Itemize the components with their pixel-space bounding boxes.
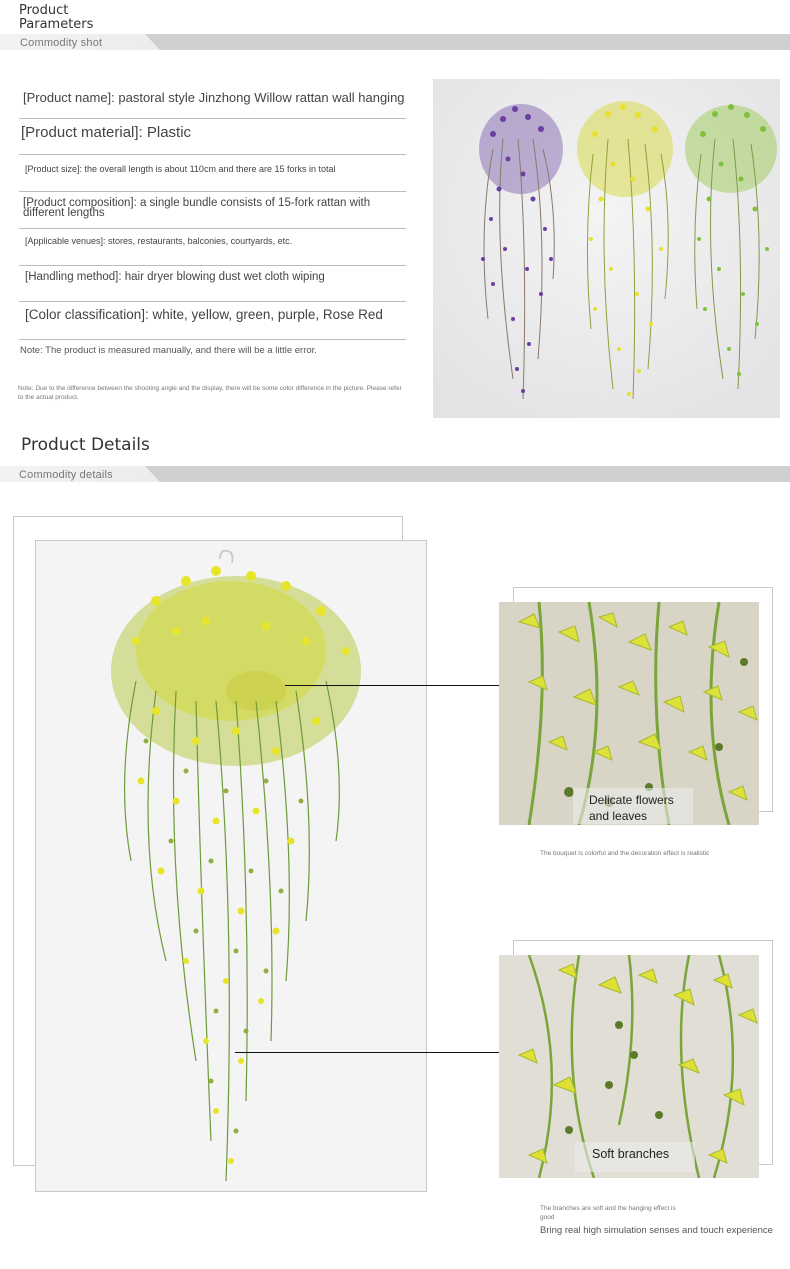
param-color-classification: [Color classification]: white, yellow, green, purple, Rose Red <box>19 302 406 340</box>
detail1-caption: Delicate flowers and leaves <box>589 793 674 823</box>
param-applicable-venues: [Applicable venues]: stores, restaurants, balconies, courtyards, etc. <box>19 229 406 266</box>
color-difference-note: Note: Due to the difference between the shooting angle and the display, there will be some color difference in the picture. Please refer to the actual product. <box>18 385 402 401</box>
section-details-subtitle: Commodity details <box>19 469 113 481</box>
detail1-note: The bouquet is colorful and the decoration effect is realistic <box>540 850 710 857</box>
param-product-composition: [Product composition]: a single bundle consists of 15-fork rattan with different lengths <box>19 192 406 229</box>
measure-note: Note: The product is measured manually, and there will be a little error. <box>20 345 317 356</box>
detail2-caption: Soft branches <box>592 1147 670 1161</box>
section-parameters-bar <box>0 34 790 50</box>
detail1-image <box>499 602 759 825</box>
section-parameters-title <box>19 4 93 32</box>
detail2-image <box>499 955 759 1178</box>
detail2-note: The branches are soft and the hanging effect is good <box>540 1205 676 1221</box>
param-handling-method: [Handling method]: hair dryer blowing dust wet cloth wiping <box>19 266 406 302</box>
section-details-bar <box>0 466 790 482</box>
param-product-name: [Product name]: pastoral style Jinzhong Willow rattan wall hanging <box>19 84 406 119</box>
param-product-material: [Product material]: Plastic <box>19 119 406 155</box>
main-image-frame <box>35 540 427 1192</box>
param-product-size: [Product size]: the overall length is about 110cm and there are 15 forks in total <box>19 155 406 192</box>
tagline: Bring real high simulation senses and touch experience <box>540 1225 773 1236</box>
callout-line-flowers <box>285 685 520 686</box>
yellow-vine-large-image <box>36 541 426 1191</box>
title-line-1: Product <box>19 3 69 18</box>
section-parameters-subtitle: Commodity shot <box>20 37 103 49</box>
product-shot-image <box>433 79 780 418</box>
title-line-2: Parameters <box>19 17 94 32</box>
section-details-title: Product Details <box>21 435 150 455</box>
